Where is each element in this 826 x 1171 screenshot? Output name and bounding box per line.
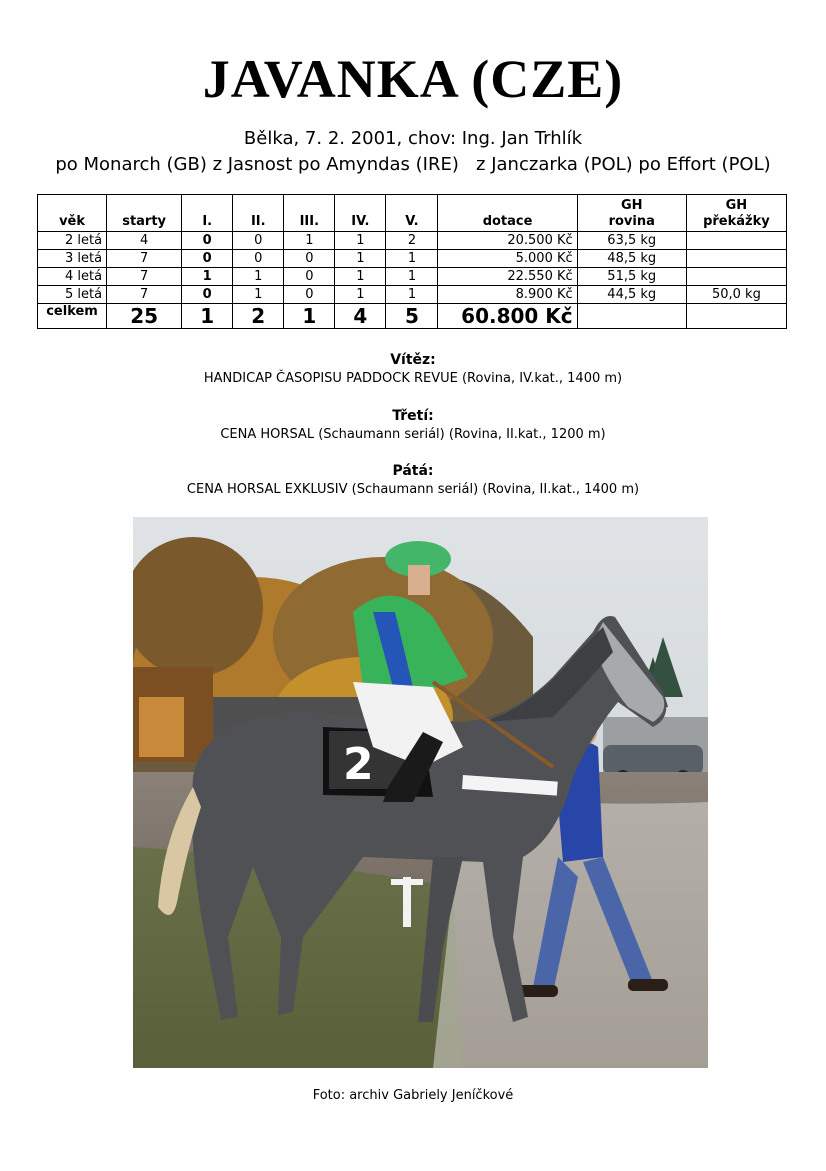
- table-total-row: [38, 304, 787, 329]
- cell-money: 5.000 Kč: [438, 250, 577, 268]
- header-money: dotace: [438, 195, 577, 232]
- cell-age: 4 letá: [38, 268, 107, 286]
- cell-age: 3 letá: [38, 250, 107, 268]
- cell-money: 20.500 Kč: [438, 232, 577, 250]
- cell-age: 2 letá: [38, 232, 107, 250]
- cell-total-first: 1: [182, 304, 233, 329]
- cell-gh-jump: [686, 232, 786, 250]
- cell-gh-flat: 44,5 kg: [577, 286, 686, 304]
- cell-money: 8.900 Kč: [438, 286, 577, 304]
- header-gh-jump: GH překážky: [686, 195, 786, 232]
- cell-gh-flat: 48,5 kg: [577, 250, 686, 268]
- saddlecloth-number: 2: [343, 739, 374, 790]
- page-title: JAVANKA (CZE): [202, 49, 624, 109]
- cell-starts: 7: [107, 268, 182, 286]
- result-winner: [0, 352, 826, 386]
- result-race: CENA HORSAL (Schaumann seriál) (Rovina, II.kat., 1200 m): [220, 427, 606, 442]
- cell-total-money: 60.800 Kč: [438, 304, 577, 329]
- photo-caption: Foto: archiv Gabriely Jeníčkové: [312, 1088, 514, 1103]
- result-heading: Pátá:: [392, 463, 434, 479]
- cell-fourth: 1: [335, 232, 386, 250]
- cell-gh-flat: 63,5 kg: [577, 232, 686, 250]
- cell-fifth: 2: [386, 232, 438, 250]
- cell-gh-jump: 50,0 kg: [686, 286, 786, 304]
- cell-total-third: 1: [284, 304, 335, 329]
- table-row: [38, 232, 787, 250]
- header-age: věk: [38, 195, 107, 232]
- cell-third: 1: [284, 232, 335, 250]
- result-fifth: [0, 463, 826, 497]
- cell-total-label: celkem: [38, 304, 107, 329]
- header-gh-flat: GH rovina: [577, 195, 686, 232]
- cell-first: 0: [182, 250, 233, 268]
- cell-third: 0: [284, 286, 335, 304]
- cell-money: 22.550 Kč: [438, 268, 577, 286]
- header-second: II.: [233, 195, 284, 232]
- cell-fifth: 1: [386, 250, 438, 268]
- cell-gh-jump: [686, 250, 786, 268]
- cell-total-empty: [686, 304, 786, 329]
- cell-first: 0: [182, 286, 233, 304]
- header-fifth: V.: [386, 195, 438, 232]
- pedigree-line: po Monarch (GB) z Jasnost po Amyndas (IRE) z Janczarka (POL) po Effort (POL): [55, 154, 771, 175]
- result-race: HANDICAP ČASOPISU PADDOCK REVUE (Rovina, IV.kat., 1400 m): [203, 371, 623, 386]
- birth-breeder-line: Bělka, 7. 2. 2001, chov: Ing. Jan Trhlík: [243, 128, 583, 149]
- header-fourth: IV.: [335, 195, 386, 232]
- cell-second: 1: [233, 286, 284, 304]
- result-heading: Vítěz:: [390, 352, 436, 368]
- cell-starts: 4: [107, 232, 182, 250]
- cell-fifth: 1: [386, 286, 438, 304]
- header-first: I.: [182, 195, 233, 232]
- result-third: [0, 408, 826, 442]
- cell-first: 0: [182, 232, 233, 250]
- header-third: III.: [284, 195, 335, 232]
- cell-fourth: 1: [335, 286, 386, 304]
- cell-starts: 7: [107, 286, 182, 304]
- cell-first: 1: [182, 268, 233, 286]
- cell-third: 0: [284, 250, 335, 268]
- table-header-row: [38, 195, 787, 232]
- table-row: [38, 250, 787, 268]
- cell-gh-jump: [686, 268, 786, 286]
- cell-second: 0: [233, 250, 284, 268]
- cell-fourth: 1: [335, 268, 386, 286]
- result-race: CENA HORSAL EXKLUSIV (Schaumann seriál) (Rovina, II.kat., 1400 m): [186, 482, 640, 497]
- table-row: [38, 268, 787, 286]
- cell-starts: 7: [107, 250, 182, 268]
- cell-second: 1: [233, 268, 284, 286]
- cell-second: 0: [233, 232, 284, 250]
- cell-total-empty: [577, 304, 686, 329]
- cell-total-fifth: 5: [386, 304, 438, 329]
- cell-total-second: 2: [233, 304, 284, 329]
- horse-photo: [133, 517, 708, 1068]
- cell-total-starts: 25: [107, 304, 182, 329]
- table-row: [38, 286, 787, 304]
- cell-age: 5 letá: [38, 286, 107, 304]
- result-heading: Třetí:: [392, 408, 434, 424]
- cell-total-fourth: 4: [335, 304, 386, 329]
- header-starts: starty: [107, 195, 182, 232]
- cell-third: 0: [284, 268, 335, 286]
- race-statistics-table: [37, 194, 787, 329]
- cell-fifth: 1: [386, 268, 438, 286]
- cell-gh-flat: 51,5 kg: [577, 268, 686, 286]
- cell-fourth: 1: [335, 250, 386, 268]
